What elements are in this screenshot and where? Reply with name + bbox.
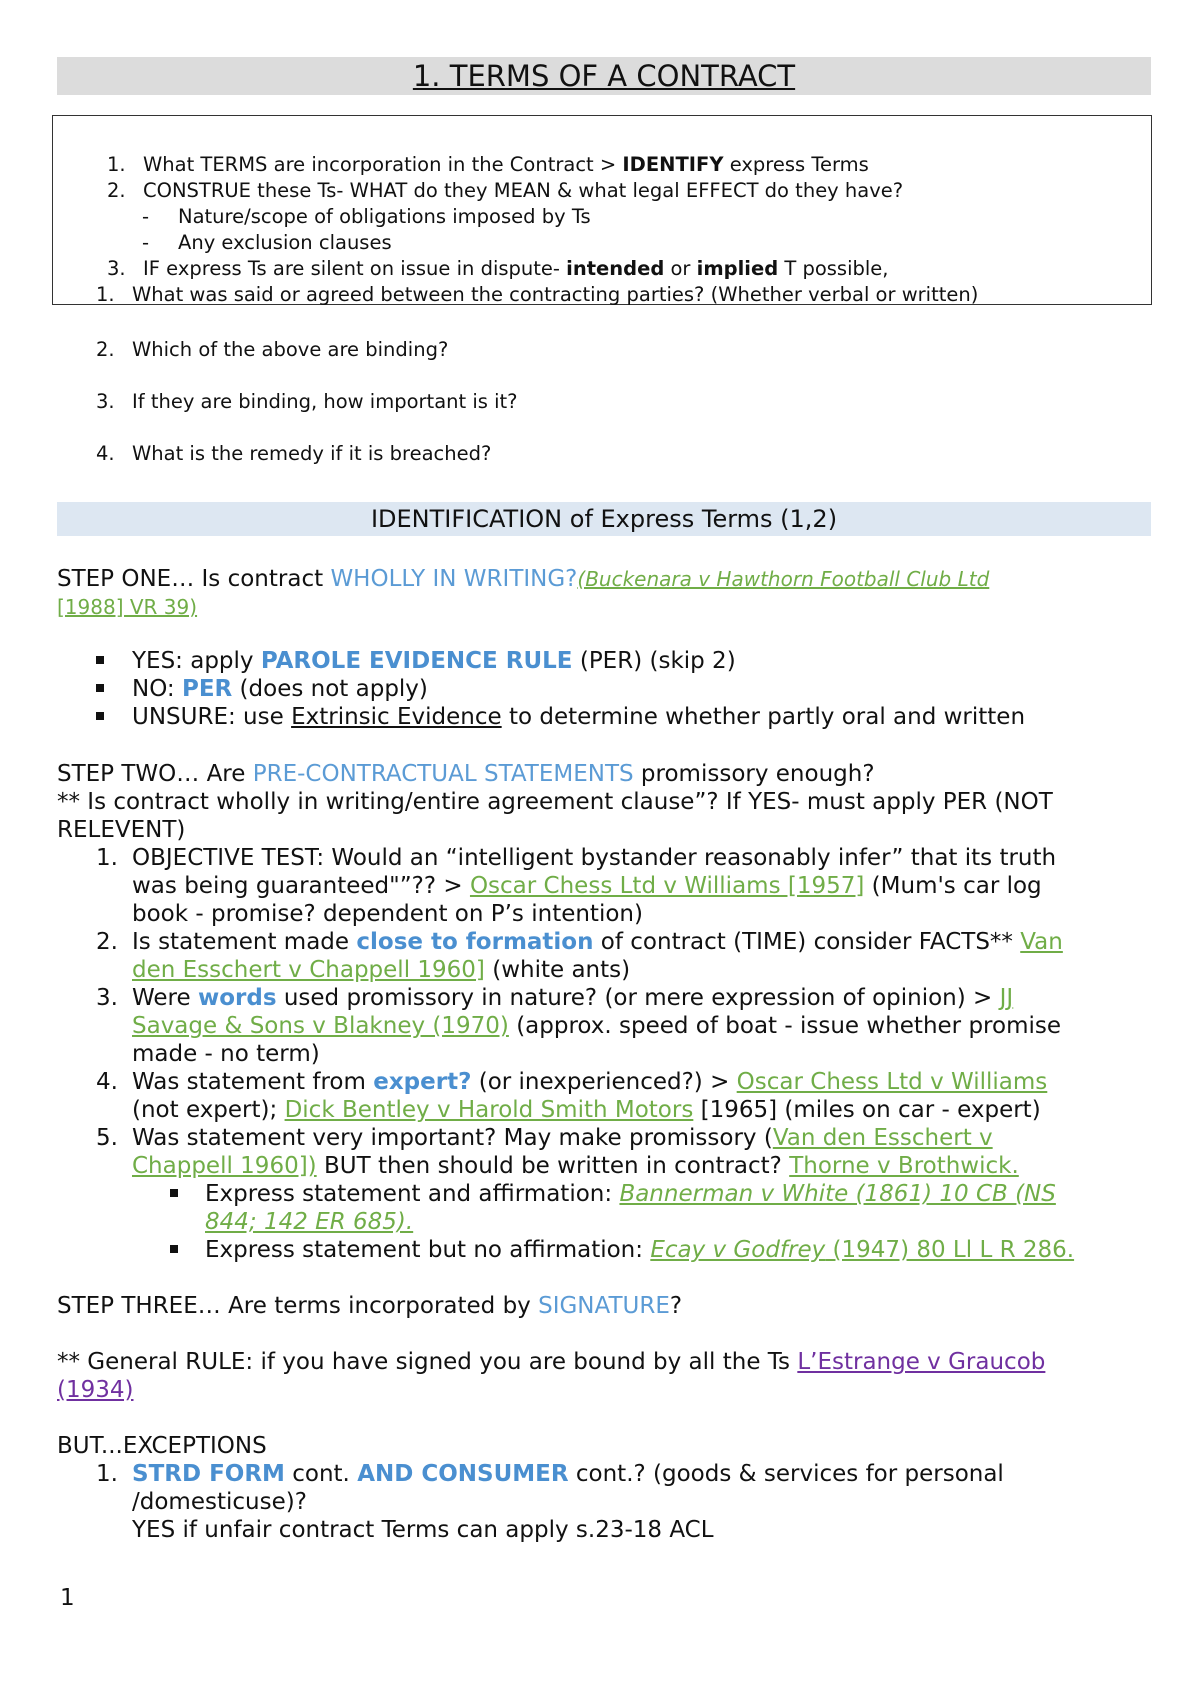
bullet (96, 684, 104, 692)
step-two: STEP TWO… Are PRE-CONTRACTUAL STATEMENTS promissory enough? (57, 761, 875, 787)
case-link-thorne[interactable]: Thorne v Brothwick. (789, 1153, 1019, 1179)
bullet (96, 712, 104, 720)
sub-bullet-no-affirmation: Express statement but no affirmation: Ecay v Godfrey (1947) 80 Ll L R 286. (205, 1237, 1075, 1263)
document-title (57, 57, 1151, 95)
case-link-lestrange[interactable]: L’Estrange v Graucob (797, 1349, 1046, 1375)
case-link-lestrange-cont[interactable]: (1934) (57, 1377, 134, 1403)
step-three: STEP THREE… Are terms incorporated by SIGNATURE? (57, 1293, 683, 1319)
bullet-no: NO: PER (does not apply) (132, 676, 428, 702)
case-link-buckenara[interactable]: (Buckenara v Hawthorn Football Club Ltd (577, 567, 990, 591)
step-two-note: ** Is contract wholly in writing/entire agreement clause”? If YES- must apply PER (NOT (57, 789, 1053, 815)
case-link-bannerman-cont[interactable]: 844; 142 ER 685). (205, 1209, 414, 1235)
case-link-jj-savage-cont[interactable]: Savage & Sons v Blakney (1970) (132, 1013, 509, 1039)
case-link-jj-savage[interactable]: JJ (999, 985, 1014, 1011)
bullet (96, 656, 104, 664)
step-two-note-cont: RELEVENT) (57, 817, 186, 843)
box-subitem-1: - Nature/scope of obligations imposed by Ts (142, 205, 591, 228)
case-link-oscar-chess-2[interactable]: Oscar Chess Ltd v Williams (736, 1069, 1048, 1095)
case-link-dick-bentley[interactable]: Dick Bentley v Harold Smith Motors (284, 1097, 694, 1123)
case-link-ecay[interactable]: Ecay v Godfrey (650, 1237, 826, 1263)
section-heading: IDENTIFICATION of Express Terms (1,2) (57, 502, 1151, 536)
page-number: 1 (60, 1585, 75, 1611)
exceptions-title: BUT...EXCEPTIONS (57, 1433, 267, 1459)
case-link-ecay-cite[interactable]: (1947) 80 Ll L R 286. (825, 1237, 1075, 1263)
case-link-van-den-esschert[interactable]: Van (1020, 929, 1063, 955)
sub-bullet-affirmation: Express statement and affirmation: Bannerman v White (1861) 10 CB (NS 844; 142 ER 685). (205, 1181, 1056, 1235)
bullet (170, 1245, 178, 1253)
case-link-buckenara-cont[interactable]: [1988] VR 39) (57, 595, 198, 619)
case-link-oscar-chess[interactable]: Oscar Chess Ltd v Williams [1957] (469, 873, 865, 899)
bullet-yes: YES: apply PAROLE EVIDENCE RULE (PER) (skip 2) (132, 648, 736, 674)
box-subitem-2: - Any exclusion clauses (142, 231, 392, 254)
step-one: STEP ONE… Is contract WHOLLY IN WRITING?(Buckenara v Hawthorn Football Club Ltd (57, 566, 990, 592)
case-link-van-den-esschert-2[interactable]: Van den Esschert v (772, 1125, 993, 1151)
bullet-unsure: UNSURE: use Extrinsic Evidence to determine whether partly oral and written (132, 704, 1026, 730)
case-link-van-den-esschert-cont[interactable]: den Esschert v Chappell 1960] (132, 957, 485, 983)
case-link-van-den-esschert-2-cont[interactable]: Chappell 1960]) (132, 1153, 317, 1179)
case-link-bannerman[interactable]: Bannerman v White (1861) 10 CB (NS (619, 1181, 1056, 1207)
bullet (170, 1189, 178, 1197)
document-title-text: 1. TERMS OF A CONTRACT (412, 59, 796, 93)
general-rule: ** General RULE: if you have signed you are bound by all the Ts L’Estrange v Graucob (1934) (57, 1349, 1046, 1403)
